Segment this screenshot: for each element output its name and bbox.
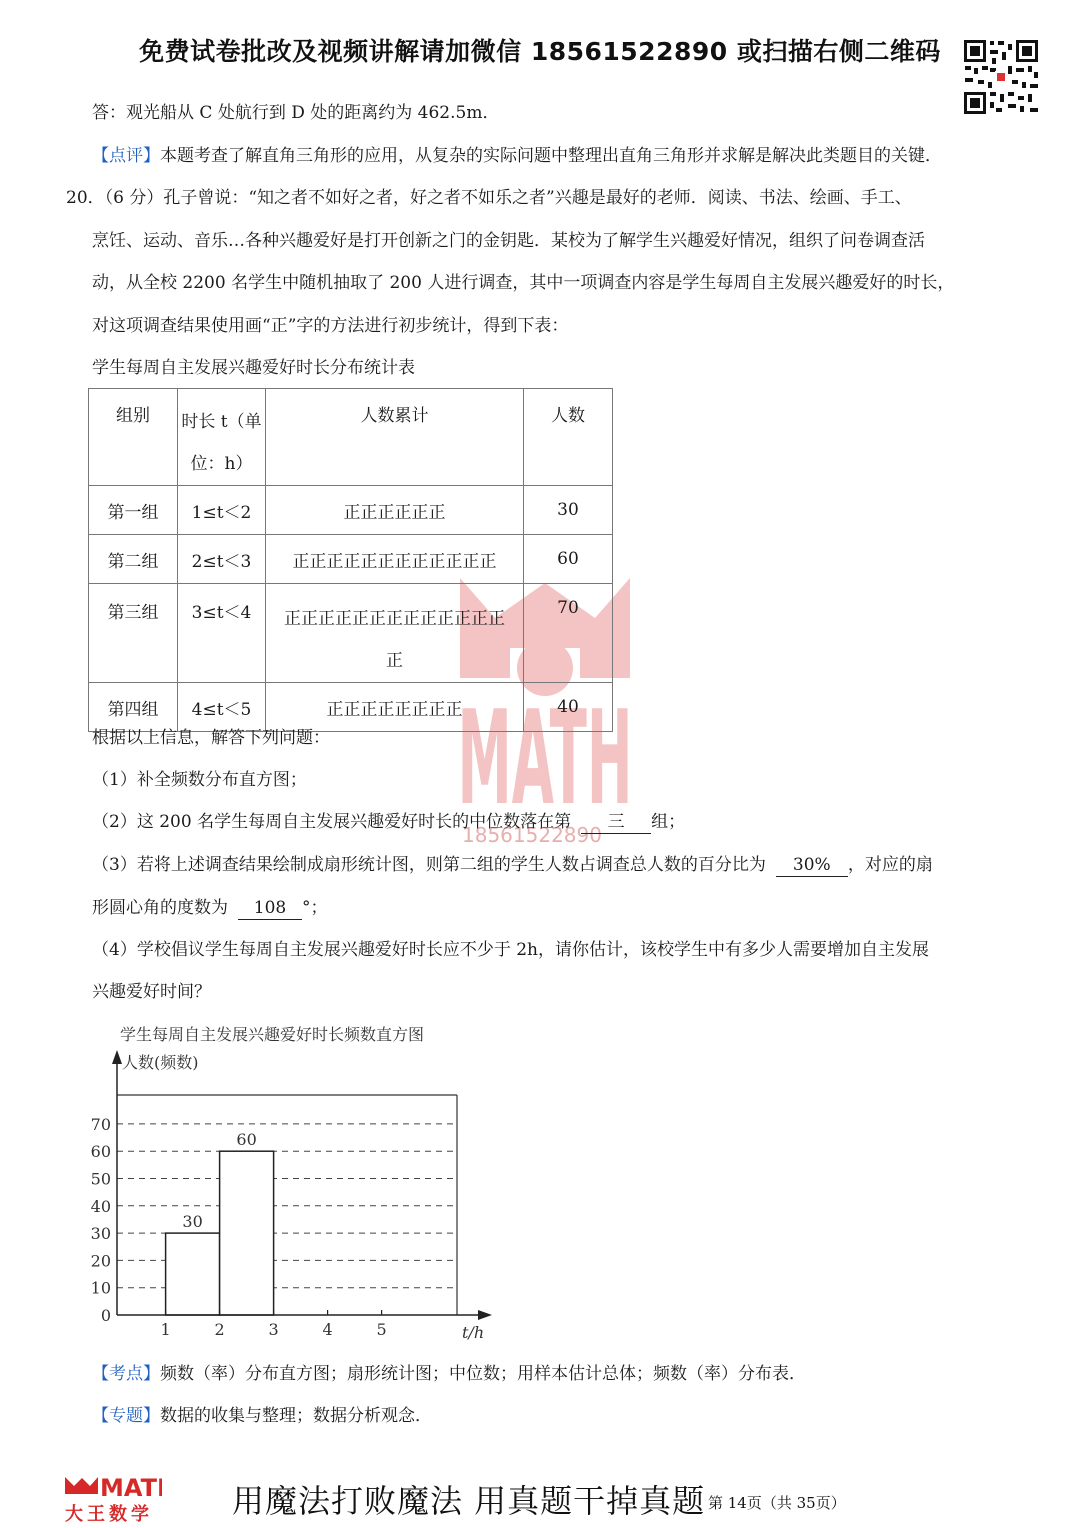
y-tick-label: 20	[90, 1251, 111, 1271]
topic-tag: 【专题】	[92, 1406, 160, 1426]
question-line-1: 20．（6 分）孔子曾说：“知之者不如好之者，好之者不如乐之者”兴趣是最好的老师．阅读、书法、绘画、手工、	[66, 188, 912, 208]
x-axis-arrow-icon	[478, 1310, 492, 1320]
x-tick-label: 3	[268, 1320, 279, 1339]
y-tick-label: 30	[90, 1224, 111, 1244]
task-4-line-2: 兴趣爱好时间？	[92, 982, 211, 1002]
review-text: 本题考查了解直角三角形的应用，从复杂的实际问题中整理出直角三角形并求解是解决此类题目的关键．	[160, 146, 942, 166]
answer-line: 答：观光船从 C 处航行到 D 处的距离约为 462.5m．	[92, 103, 500, 123]
bar-value-label: 60	[236, 1130, 257, 1150]
footer-slogan: 用魔法打败魔法 用真题干掉真题	[232, 1482, 706, 1520]
topic-line	[92, 1405, 432, 1427]
chart-title: 学生每周自主发展兴趣爱好时长频数直方图	[120, 1025, 425, 1044]
logo-sub: 大王数学	[65, 1504, 153, 1524]
task-3-answer: 30%	[776, 854, 848, 877]
table-row: 第四组 4≤t＜5 正正正正正正正正 40	[89, 683, 613, 732]
y-axis-arrow-icon	[112, 1050, 122, 1064]
task-3: （3）若将上述调查结果绘制成扇形统计图，则第二组的学生人数占调查总人数的百分比为 30% ，对应的扇	[92, 855, 933, 875]
logo-text: MAT	[100, 1474, 157, 1502]
table-row: 第一组 1≤t＜2 正正正正正正 30	[89, 486, 613, 535]
review-tag: 【点评】	[92, 146, 160, 166]
review-line	[92, 145, 942, 167]
histogram-bar	[166, 1233, 220, 1315]
table-row: 第三组 3≤t＜4 正正正正正正正正正正正正正 正 70	[89, 584, 613, 683]
topic-text: 数据的收集与整理；数据分析观念．	[160, 1406, 432, 1426]
task-1: （1）补全频数分布直方图；	[92, 770, 307, 790]
tasks-intro: 根据以上信息，解答下列问题：	[92, 728, 330, 748]
qr-code-icon[interactable]	[962, 38, 1040, 116]
watermark-text: MATH	[457, 682, 633, 834]
page-number: 第 14页（共 35页）	[708, 1494, 846, 1512]
knowledge-text: 频数（率）分布直方图；扇形统计图；中位数；用样本估计总体；频数（率）分布表．	[160, 1364, 806, 1384]
watermark-phone: 18561522890	[462, 823, 602, 847]
y-tick-label: 50	[90, 1169, 111, 1189]
table-caption: 学生每周自主发展兴趣爱好时长分布统计表	[92, 358, 415, 378]
task-3b-answer: 108	[238, 897, 302, 920]
stat-table	[88, 388, 613, 732]
table-row: 第二组 2≤t＜3 正正正正正正正正正正正正 60	[89, 535, 613, 584]
y-tick-label: 10	[90, 1278, 111, 1298]
task-2: （2）这 200 名学生每周自主发展兴趣爱好时长的中位数落在第 三 组；	[92, 812, 686, 832]
task-2-answer: 三	[581, 811, 651, 834]
knowledge-tag: 【考点】	[92, 1364, 160, 1384]
bar-value-label: 30	[182, 1212, 203, 1232]
knowledge-line	[92, 1363, 806, 1385]
page-header-title: 免费试卷批改及视频讲解请加微信 18561522890 或扫描右侧二维码	[139, 37, 941, 66]
x-tick-label: 4	[322, 1320, 333, 1339]
y-tick-label: 0	[100, 1306, 111, 1325]
x-tick-label: 5	[376, 1320, 387, 1339]
chart-xlabel: t/h	[462, 1323, 485, 1342]
header-tally: 人数累计	[266, 389, 524, 486]
chart-ylabel: 人数(频数)	[122, 1053, 199, 1072]
question-line-4: 对这项调查结果使用画“正”字的方法进行初步统计，得到下表：	[92, 316, 569, 336]
task-3b: 形圆心角的度数为 108 °；	[92, 898, 328, 918]
question-line-2: 烹饪、运动、音乐…各种兴趣爱好是打开创新之门的金钥匙．某校为了解学生兴趣爱好情况，组织了问卷调查活	[92, 231, 925, 251]
header-group: 组别	[89, 389, 178, 486]
y-tick-label: 70	[90, 1114, 111, 1134]
header-count: 人数	[524, 389, 613, 486]
question-line-3: 动，从全校 2200 名学生中随机抽取了 200 人进行调查，其中一项调查内容是学生每周自主发展兴趣爱好的时长，	[92, 273, 955, 293]
y-tick-label: 40	[90, 1196, 111, 1216]
task-4-line-1: （4）学校倡议学生每周自主发展兴趣爱好时长应不少于 2h，请你估计，该校学生中有多少人需要增加自主发展	[92, 940, 929, 960]
brand-logo	[62, 1474, 162, 1524]
histogram-bar	[220, 1151, 274, 1315]
x-tick-label: 1	[160, 1320, 171, 1339]
y-tick-label: 60	[90, 1142, 111, 1162]
histogram-chart	[80, 1020, 520, 1354]
header-duration: 时长 t（单 位：h）	[178, 389, 266, 486]
x-tick-label: 2	[214, 1320, 225, 1339]
